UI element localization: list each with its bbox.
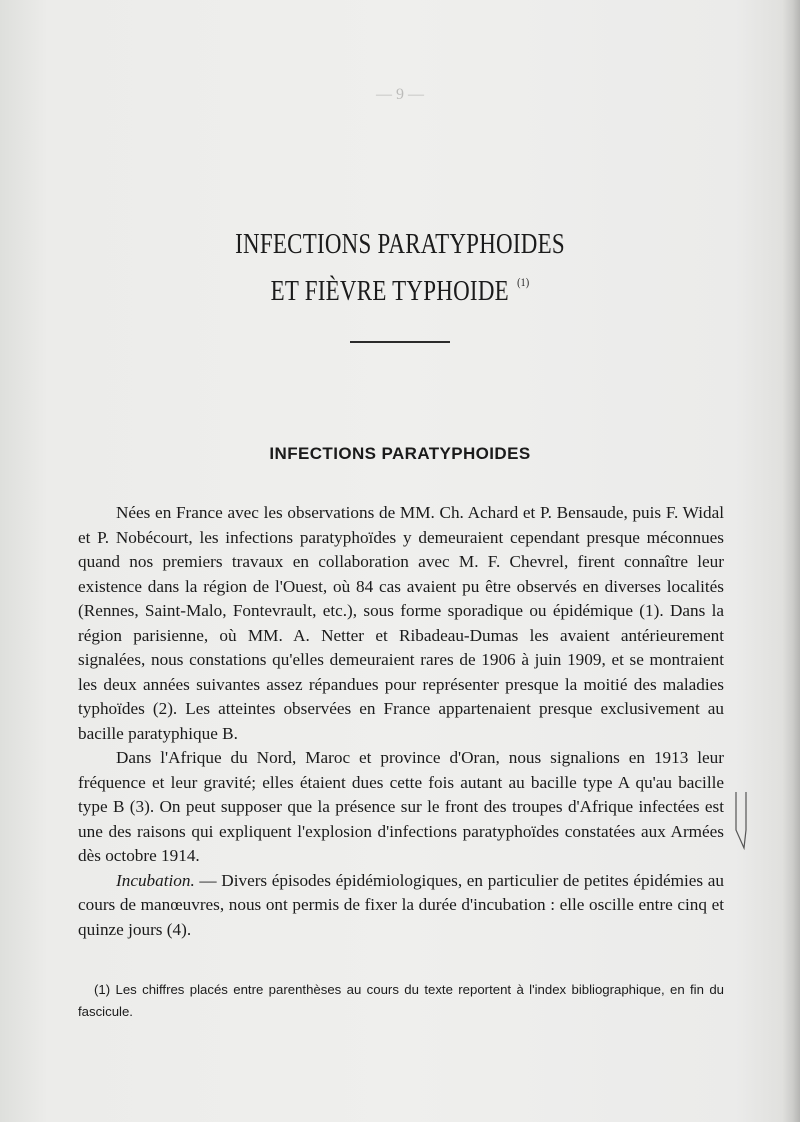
incubation-label: Incubation. [116,870,195,890]
title-line-1: INFECTIONS PARATYPHOIDES [235,229,565,260]
title-line-2 [72,275,728,308]
paragraph-1: Nées en France avec les observations de MM. Ch. Achard et P. Bensaude, puis F. Widal et P. Nobécourt, les infections paratyphoïdes y demeuraient cependant presque méconnues quand nos premiers travaux en collaboration avec M. F. Chevrel, firent connaître leur existence dans la région de l'Ouest, où 84 cas avaient pu être observés en diverses localités (Rennes, Saint-Malo, Fontevrault, etc.), sous forme sporadique ou épidémique (1). Dans la région parisienne, où MM. A. Netter et Ribadeau-Dumas les avaient antérieurement signalées, nous constations qu'elles demeuraient rares de 1906 à juin 1909, et se montraient les deux années suivantes assez répandues pour représenter presque la moitié des maladies typhoïdes (2). Les atteintes observées en France appartenaient presque exclusivement au bacille paratyphique B. [78,503,724,743]
title-rule [350,341,450,343]
page-tab-mark [734,790,748,850]
page-number: — 9 — [376,86,424,103]
page-shadow-edge [782,0,800,1122]
title-footnote-marker: (1) [517,275,530,289]
section-heading: INFECTIONS PARATYPHOIDES [269,444,531,463]
incubation-text: — Divers épisodes épidémiologiques, en particulier de petites épidémies au cours de manœuvres, nous ont permis de fixer la durée d'incubation : elle oscille entre cinq et quinze jours (4). [78,870,724,939]
body-text [78,501,724,942]
paragraph-2: Dans l'Afrique du Nord, Maroc et province d'Oran, nous signalions en 1913 leur fréquence et leur gravité; elles étaient dues cette fois autant au bacille type A qu'au bacille type B (3). On peut supposer que la présence sur le front des troupes d'Afrique infectées est une des raisons qui expliquent l'explosion d'infections paratyphoïdes constatées aux Armées dès octobre 1914. [78,748,724,865]
title-line-2-text: ET FIÈVRE TYPHOIDE [270,276,509,307]
footnote: (1) Les chiffres placés entre parenthèses au cours du texte reportent à l'index bibliographique, en fin du fascicule. [78,982,724,1019]
paragraph-incubation [78,869,724,943]
